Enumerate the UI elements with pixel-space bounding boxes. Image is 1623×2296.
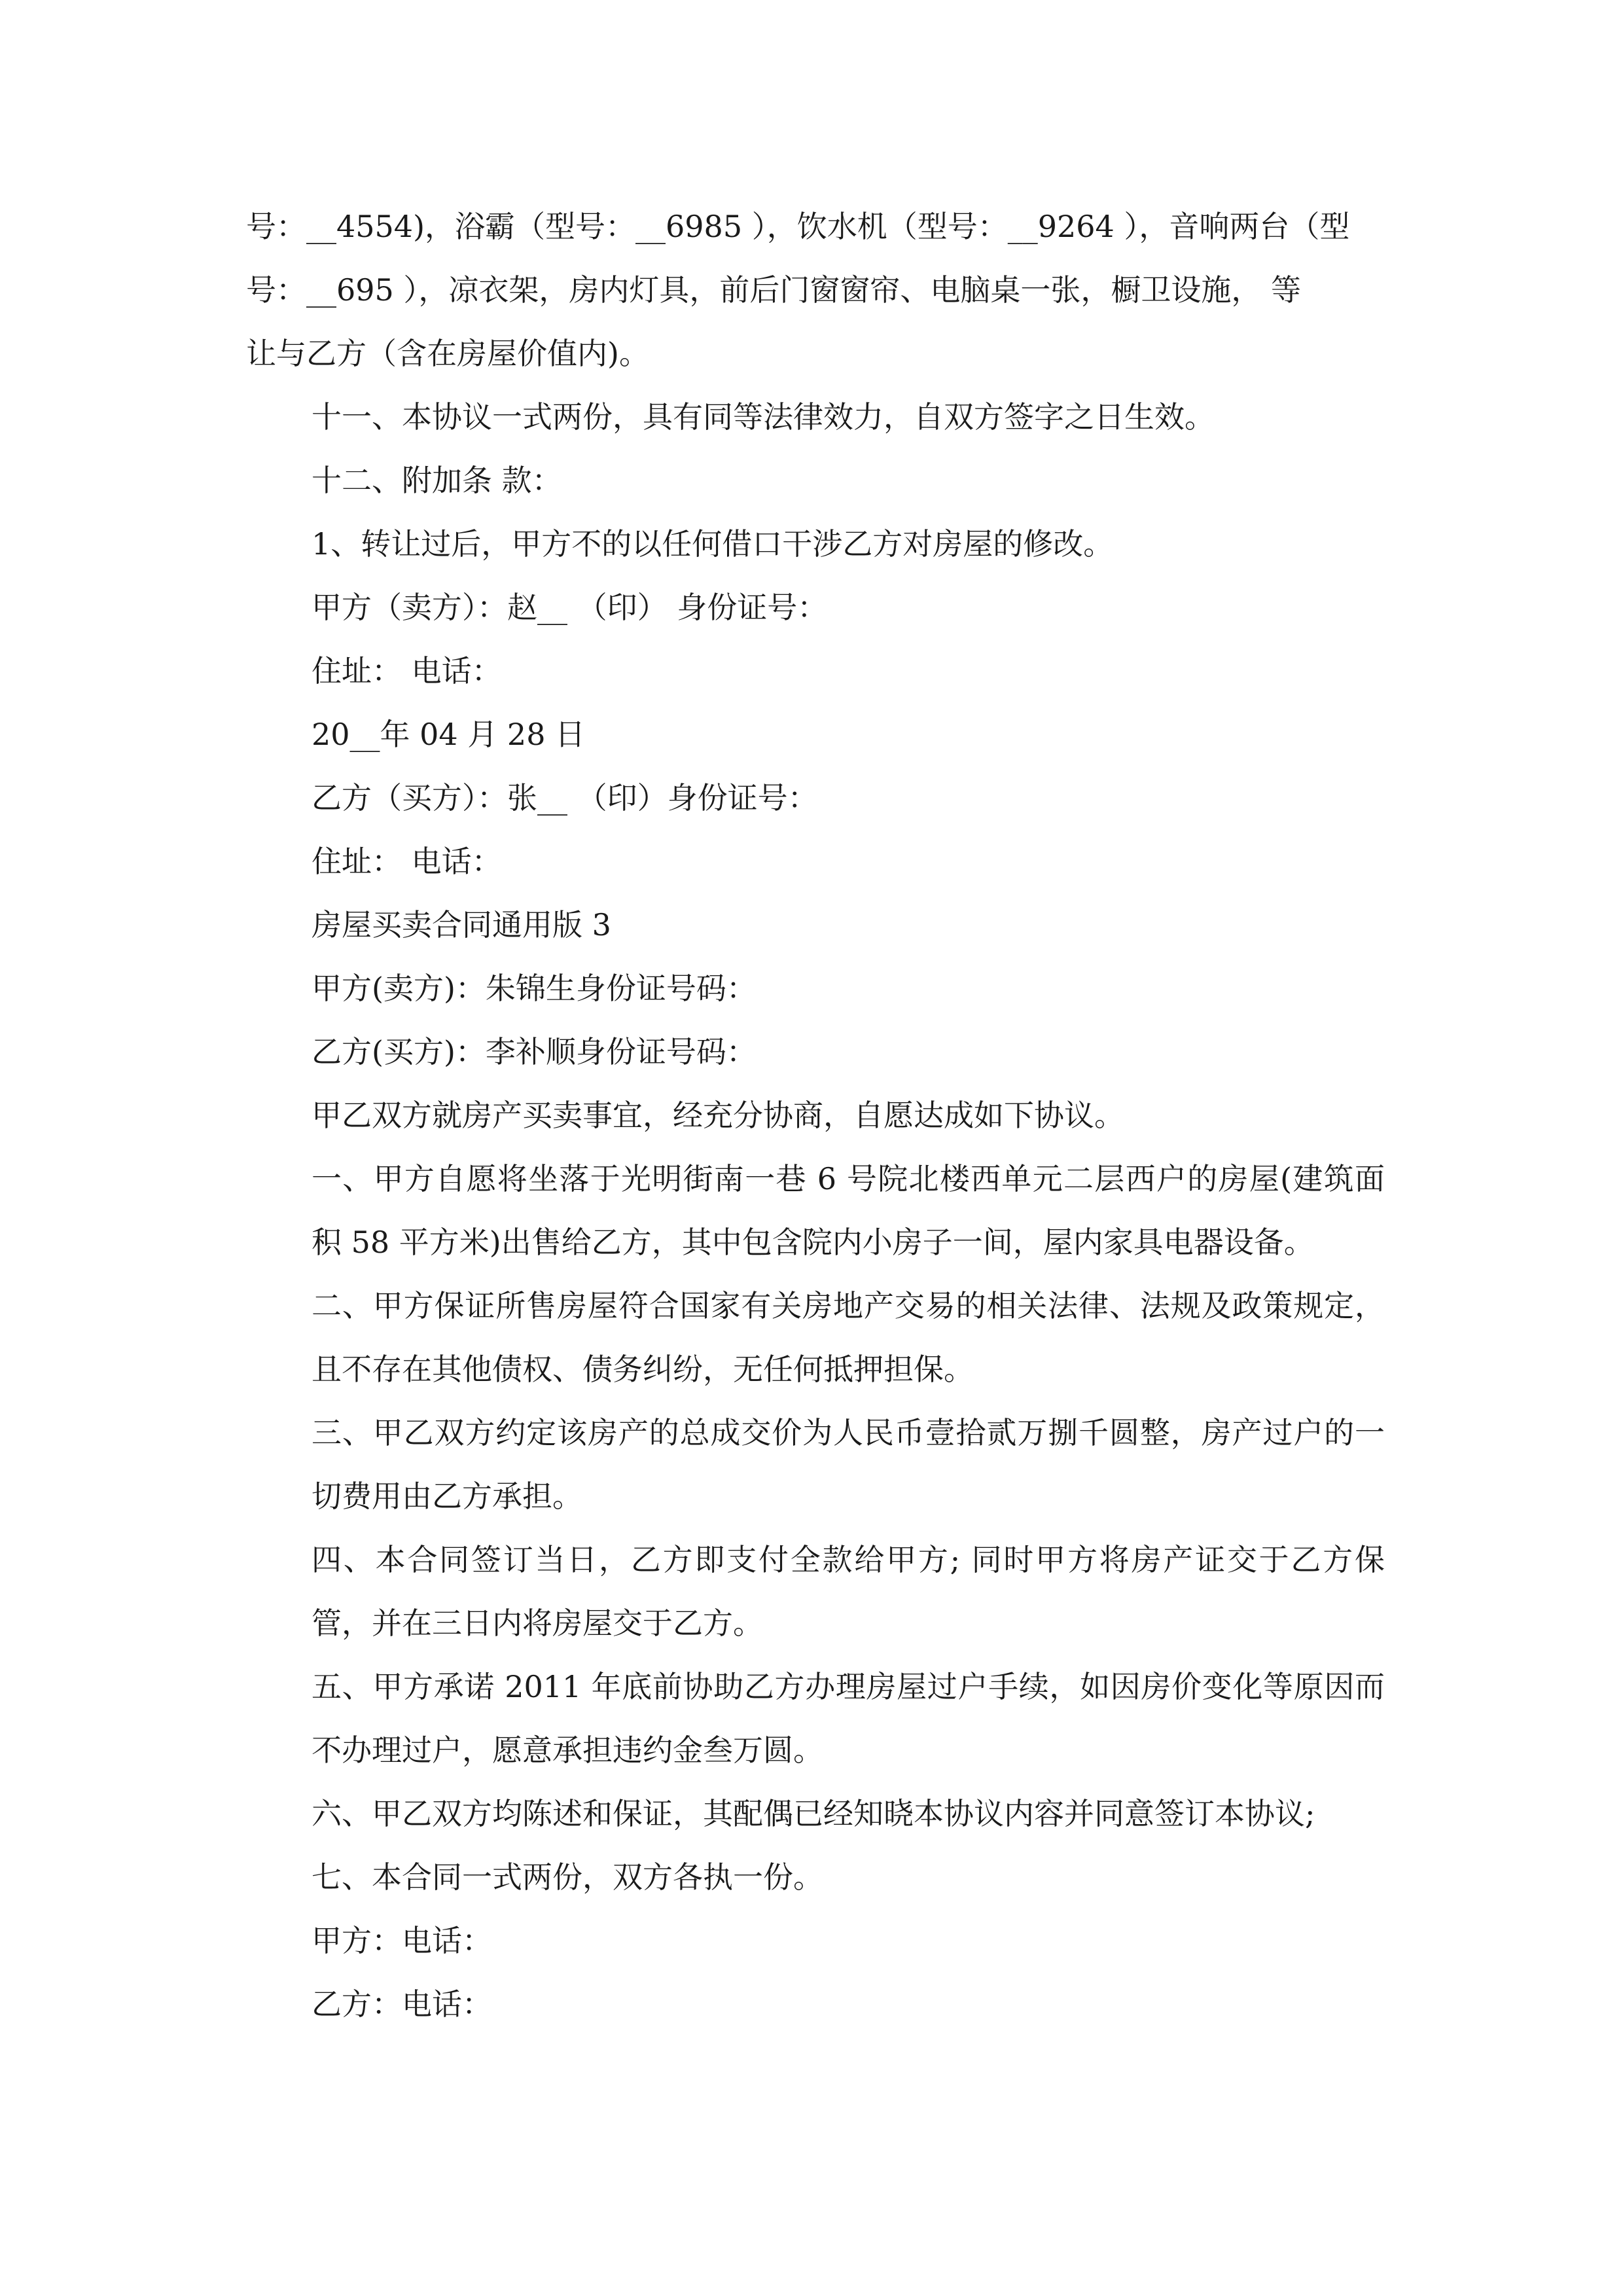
buyer-id-line: 乙方(买方)：李补顺身份证号码： xyxy=(312,1034,757,1069)
clause-seven: 七、本合同一式两份，双方各执一份。 xyxy=(312,1859,823,1895)
party-a-phone: 甲方：电话： xyxy=(312,1923,492,1958)
party-b-phone: 乙方：电话： xyxy=(312,1986,492,2022)
party-b-signature-line: 乙方（买方）：张__ （印）身份证号： xyxy=(312,780,818,816)
paragraph-continuation-line-2: 号：__695 ），凉衣架，房内灯具，前后门窗窗帘、电脑桌一张，橱卫设施， 等 xyxy=(246,272,1302,308)
party-a-address-phone: 住址： 电话： xyxy=(312,653,502,689)
paragraph-continuation-line-1: 号：__4554)，浴霸（型号：__6985 ），饮水机（型号：__9264 ），音响两台（型 xyxy=(246,209,1350,244)
clause-twelve-heading: 十二、附加条 款： xyxy=(312,463,562,498)
party-a-signature-line: 甲方（卖方）：赵__ （印） 身份证号： xyxy=(312,590,828,625)
clause-three: 三、甲乙双方约定该房产的总成交价为人民币壹拾贰万捌千圆整，房产过户的一切费用由乙方承担。 xyxy=(312,1415,1385,1514)
clause-four: 四、本合同签订当日，乙方即支付全款给甲方; 同时甲方将房产证交于乙方保管，并在三日内将房屋交于乙方。 xyxy=(312,1542,1385,1641)
additional-term-1: 1、转让过后，甲方不的以任何借口干涉乙方对房屋的修改。 xyxy=(312,526,1114,562)
seller-id-line: 甲方(卖方)：朱锦生身份证号码： xyxy=(312,971,757,1006)
paragraph-continuation-line-3: 让与乙方（含在房屋价值内)。 xyxy=(246,336,649,371)
clause-five: 五、甲方承诺 2011 年底前协助乙方办理房屋过户手续，如因房价变化等原因而不办理过户，愿意承担违约金叁万圆。 xyxy=(312,1669,1385,1768)
clause-one: 一、甲方自愿将坐落于光明街南一巷 6 号院北楼西单元二层西户的房屋(建筑面积 58 平方米)出售给乙方，其中包含院内小房子一间，屋内家具电器设备。 xyxy=(312,1161,1385,1260)
document-body xyxy=(246,195,1385,2036)
clause-six: 六、甲乙双方均陈述和保证，其配偶已经知晓本协议内容并同意签订本协议; xyxy=(312,1796,1315,1831)
signing-date: 20__年 04 月 28 日 xyxy=(312,717,586,752)
agreement-preamble: 甲乙双方就房产买卖事宜，经充分协商，自愿达成如下协议。 xyxy=(312,1098,1124,1133)
contract-title: 房屋买卖合同通用版 3 xyxy=(312,907,611,942)
clause-eleven: 十一、本协议一式两份，具有同等法律效力，自双方签字之日生效。 xyxy=(312,399,1215,435)
party-b-address-phone: 住址： 电话： xyxy=(312,844,502,879)
clause-two: 二、甲方保证所售房屋符合国家有关房地产交易的相关法律、法规及政策规定，且不存在其他债权、债务纠纷，无任何抵押担保。 xyxy=(312,1288,1385,1387)
